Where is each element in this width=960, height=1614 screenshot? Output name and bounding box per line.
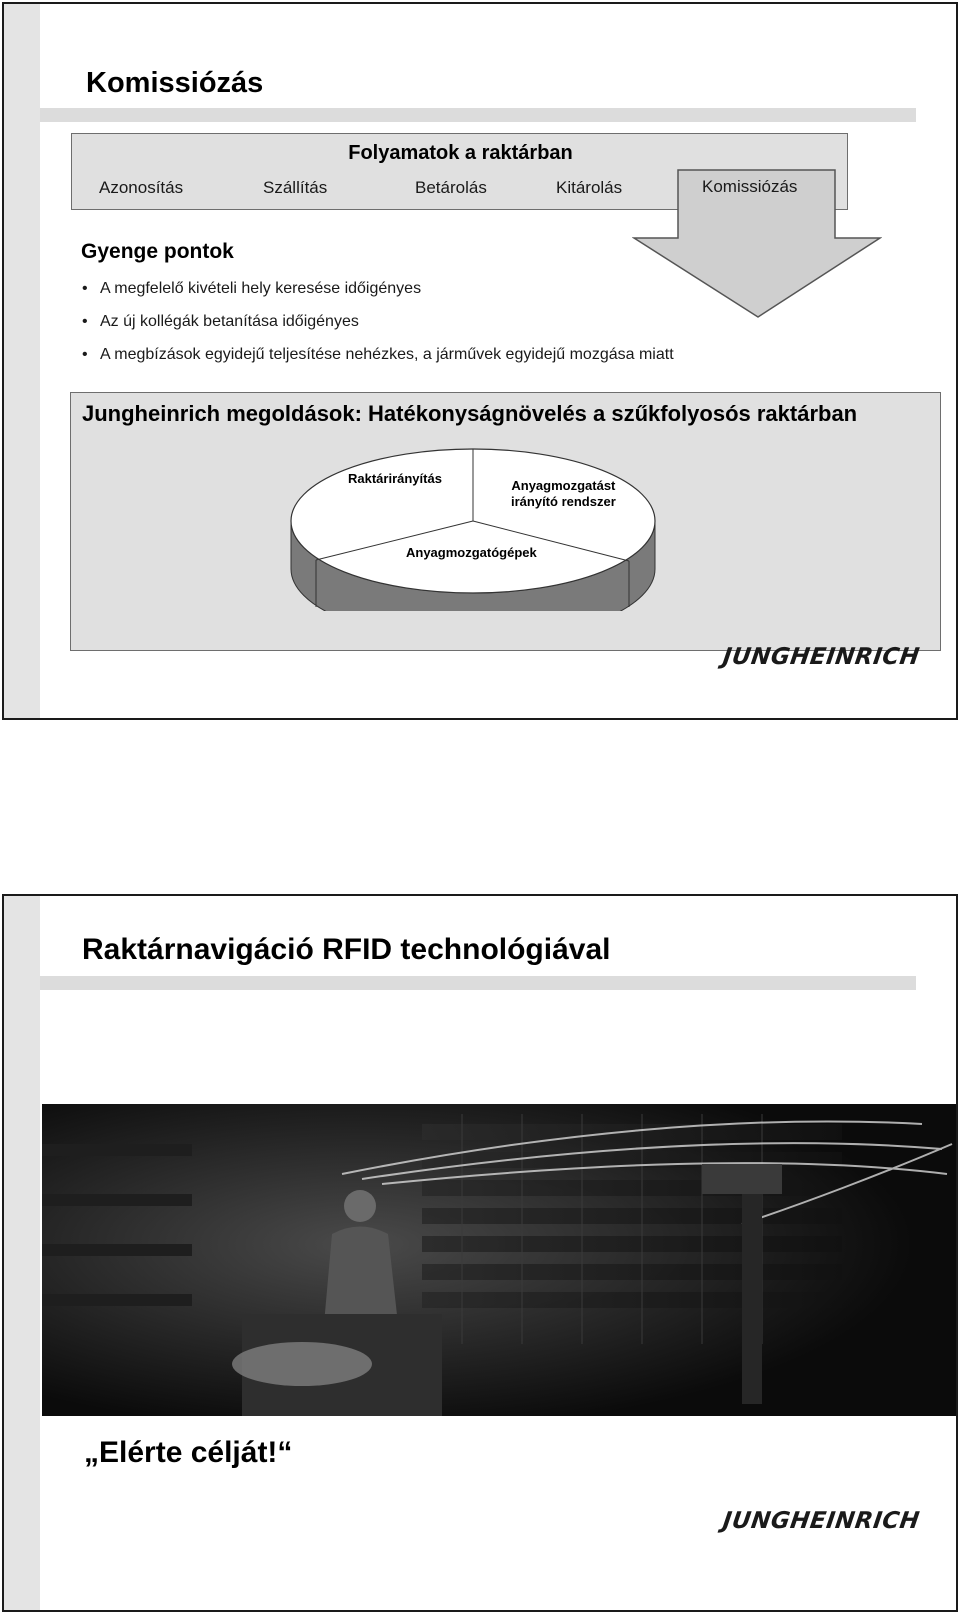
warehouse-photo-image [42, 1104, 958, 1416]
process-step-komissiozas: Komissiózás [702, 177, 798, 196]
list-item: • A megbízások egyidejű teljesítése nehézkes, a járművek egyidejű mozgása miatt [80, 338, 674, 371]
process-step-szallitas: Szállítás [263, 178, 328, 197]
slide-left-band [4, 4, 40, 718]
process-step-kitarolas: Kitárolás [556, 178, 623, 197]
pie-label-anyagmozgatast-iranyito: Anyagmozgatást irányító rendszer [511, 478, 616, 509]
jungheinrich-logo: JUNGHEINRICH [721, 644, 922, 670]
jungheinrich-logo: JUNGHEINRICH [721, 1508, 922, 1534]
solutions-title: Jungheinrich megoldások: Hatékonyságnövelés a szűkfolyosós raktárban [82, 401, 858, 426]
process-heading: Folyamatok a raktárban [348, 142, 573, 164]
slogan-text: „Elérte célját!“ [84, 1436, 293, 1469]
slide-left-band [4, 896, 40, 1610]
slide-raktarnavigacio [2, 894, 958, 1612]
weak-points-list [80, 272, 674, 371]
pie-label-anyagmozgatogepek: Anyagmozgatógépek [406, 545, 537, 560]
process-step-betarolas: Betárolás [415, 178, 487, 197]
slide-komissiozas [2, 2, 958, 720]
solutions-panel [70, 392, 941, 651]
slide-title: Raktárnavigáció RFID technológiával [82, 933, 611, 966]
title-underline-bar [40, 976, 916, 990]
pie-diagram [289, 441, 659, 611]
title-underline-bar [40, 108, 916, 122]
warehouse-photo [42, 1104, 958, 1416]
slide-title: Komissiózás [86, 67, 264, 99]
process-step-azonositas: Azonosítás [99, 178, 184, 197]
weak-points-title: Gyenge pontok [81, 240, 234, 263]
list-item: • Az új kollégák betanítása időigényes [80, 305, 674, 338]
list-item: • A megfelelő kivételi hely keresése időigényes [80, 272, 674, 305]
pie-label-raktariranyitas: Raktárirányítás [348, 471, 442, 486]
